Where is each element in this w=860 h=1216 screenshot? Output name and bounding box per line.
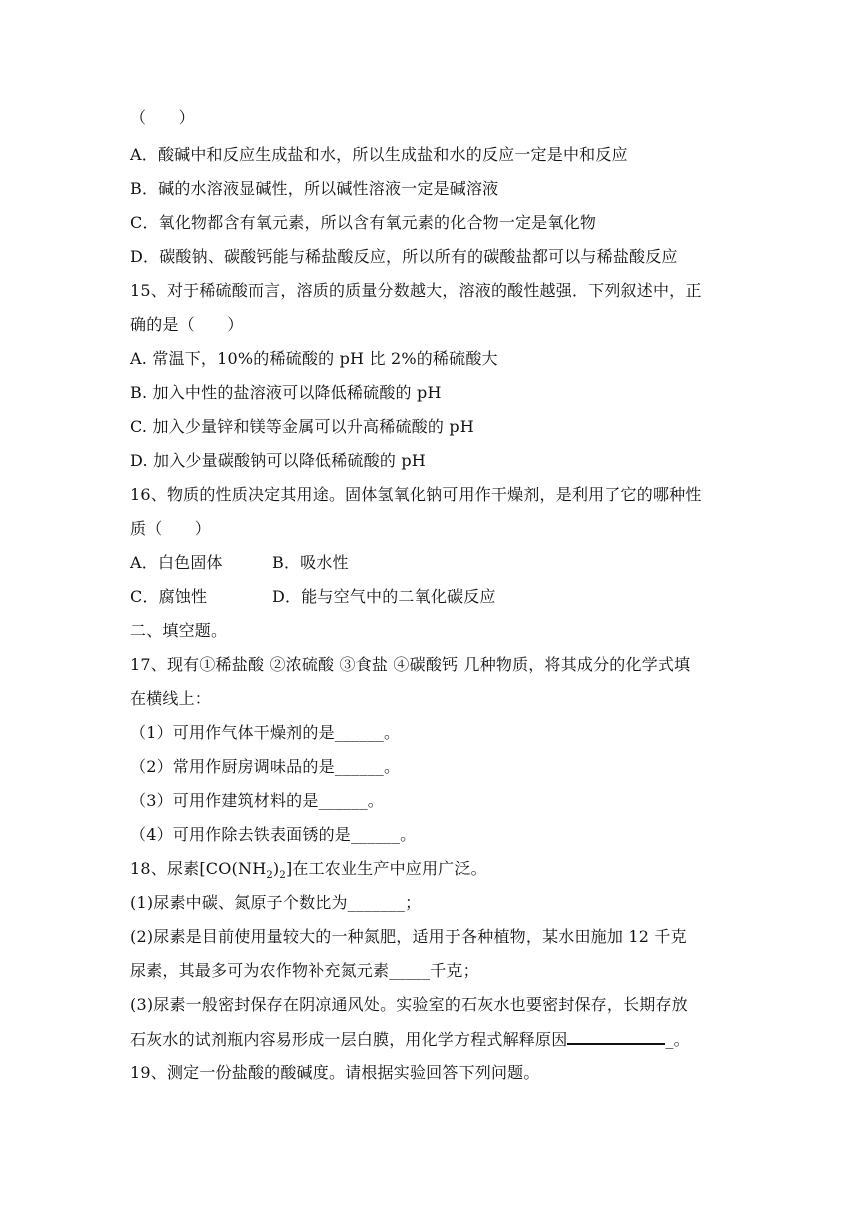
question-16-option-c: C．腐蚀性 [130, 587, 208, 606]
question-17-stem-line1: 17、现有①稀盐酸 ②浓硫酸 ③食盐 ④碳酸钙 几种物质，将其成分的化学式填 [130, 655, 691, 674]
section-heading-fill-in: 二、填空题。 [130, 621, 228, 640]
question-18-stem [130, 859, 730, 882]
formula-subscript: 2 [266, 870, 273, 882]
question-15-stem-line1: 15、对于稀硫酸而言，溶质的质量分数越大，溶液的酸性越强．下列叙述中，正 [130, 281, 702, 300]
question-18-stem-paren: ) [272, 859, 280, 878]
question-18-part-3-line2 [130, 1029, 730, 1050]
question-17-part-2: （2）常用作厨房调味品的是______。 [130, 757, 401, 776]
question-16-option-d: D．能与空气中的二氧化碳反应 [272, 587, 496, 606]
question-18-part-3-line1: (3)尿素一般密封保存在阴凉通风处。实验室的石灰水也要密封保存，长期存放 [130, 995, 688, 1014]
question-18-stem-prefix: 18、尿素[CO(NH [130, 859, 267, 878]
question-16-option-a: A．白色固体 [130, 553, 223, 572]
question-16-option-b: B．吸水性 [272, 553, 349, 572]
question-19-stem: 19、测定一份盐酸的酸碱度。请根据实验回答下列问题。 [130, 1063, 540, 1082]
question-18-part-3-text: 石灰水的试剂瓶内容易形成一层白膜，用化学方程式解释原因 [130, 1030, 568, 1049]
formula-subscript: 2 [279, 870, 286, 882]
question-14-option-d: D．碳酸钠、碳酸钙能与稀盐酸反应，所以所有的碳酸盐都可以与稀盐酸反应 [130, 247, 678, 266]
question-17-stem-line2: 在横线上： [130, 689, 212, 708]
question-17-part-3: （3）可用作建筑材料的是______。 [130, 791, 384, 810]
question-16-stem-line1: 16、物质的性质决定其用途。固体氢氧化钠可用作干燥剂，是利用了它的哪种性 [130, 485, 702, 504]
question-17-part-1: （1）可用作气体干燥剂的是______。 [130, 723, 401, 742]
question-14-bracket: （ ） [130, 108, 195, 127]
question-18-stem-suffix: ]在工农业生产中应用广泛。 [285, 859, 487, 878]
question-14-option-b: B．碱的水溶液显碱性，所以碱性溶液一定是碱溶液 [130, 179, 499, 198]
question-18-part-1: (1)尿素中碳、氮原子个数比为_______； [130, 893, 422, 912]
question-16-stem-line2: 质（ ） [130, 519, 212, 538]
answer-blank [567, 1029, 665, 1045]
question-14-option-a: A．酸碱中和反应生成盐和水，所以生成盐和水的反应一定是中和反应 [130, 145, 628, 164]
question-18-part-2-line2: 尿素，其最多可为农作物补充氮元素_____千克； [130, 961, 479, 980]
question-18-part-3-end: _。 [665, 1030, 690, 1049]
question-15-option-a: A. 常温下，10%的稀硫酸的 pH 比 2%的稀硫酸大 [130, 349, 498, 368]
question-14-option-c: C．氧化物都含有氧元素，所以含有氧元素的化合物一定是氧化物 [130, 213, 597, 232]
question-18-part-2-line1: (2)尿素是目前使用量较大的一种氮肥，适用于各种植物，某水田施加 12 千克 [130, 927, 687, 946]
question-15-option-d: D. 加入少量碳酸钠可以降低稀硫酸的 pH [130, 451, 426, 470]
question-15-option-b: B. 加入中性的盐溶液可以降低稀硫酸的 pH [130, 383, 442, 402]
question-17-part-4: （4）可用作除去铁表面锈的是______。 [130, 825, 417, 844]
question-15-stem-line2: 确的是（ ） [130, 315, 244, 334]
question-15-option-c: C. 加入少量锌和镁等金属可以升高稀硫酸的 pH [130, 417, 474, 436]
